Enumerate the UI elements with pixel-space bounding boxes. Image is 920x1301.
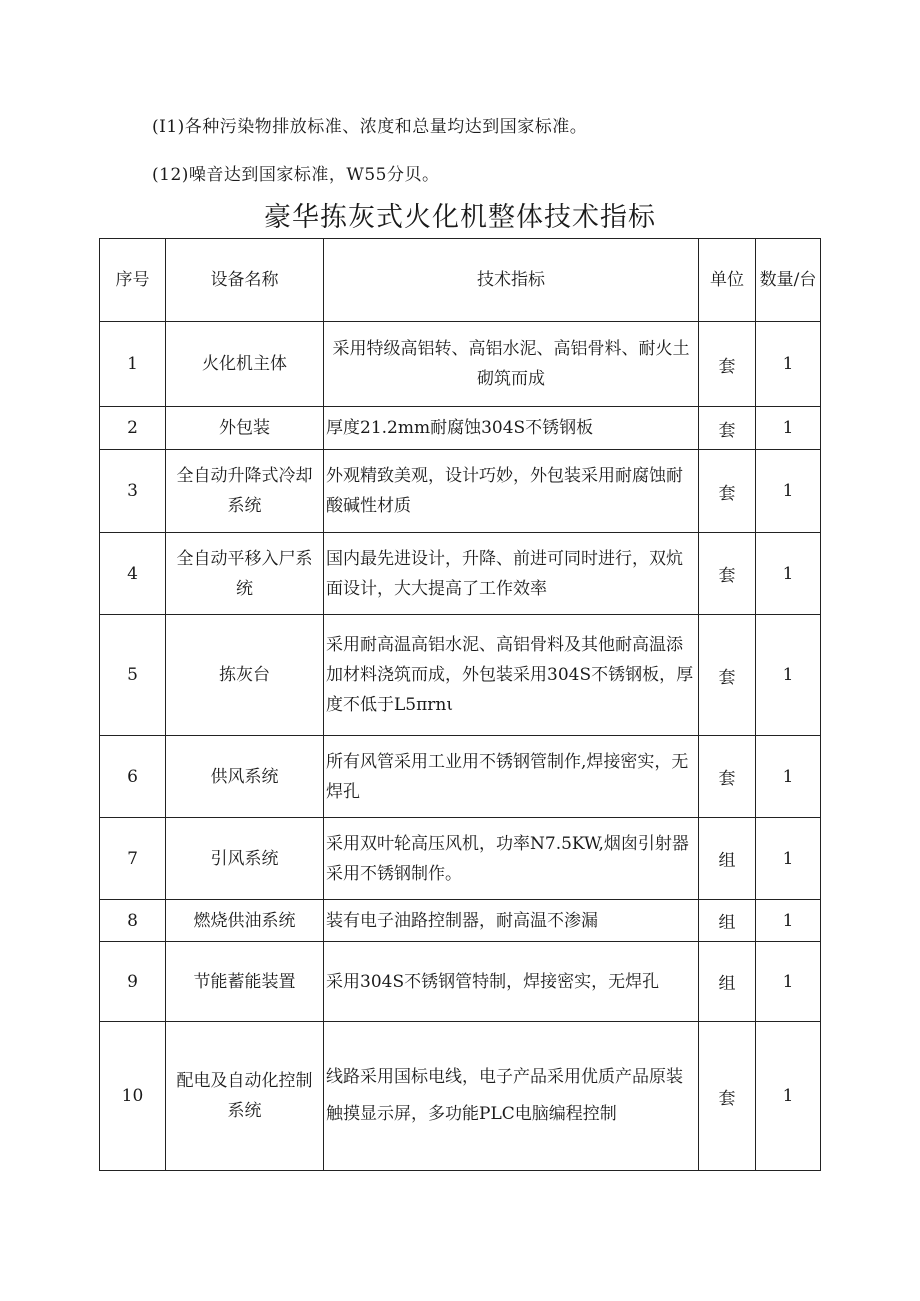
row-unit: 套 <box>699 533 756 615</box>
row-qty: 1 <box>756 818 821 900</box>
table-row <box>100 942 821 1022</box>
row-unit: 组 <box>699 818 756 900</box>
row-spec: 所有风管采用工业用不锈钢管制作,焊接密实，无焊孔 <box>324 736 699 818</box>
row-name: 全自动平移入尸系统 <box>166 533 324 615</box>
row-unit: 组 <box>699 900 756 942</box>
row-spec: 采用双叶轮高压风机，功率N7.5KW,烟囱引射器采用不锈钢制作。 <box>324 818 699 900</box>
row-name: 拣灰台 <box>166 615 324 736</box>
row-qty: 1 <box>756 407 821 450</box>
row-spec: 采用304S不锈钢管特制，焊接密实，无焊孔 <box>324 942 699 1022</box>
row-spec: 装有电子油路控制器，耐高温不渗漏 <box>324 900 699 942</box>
row-spec: 国内最先进设计，升降、前进可同时进行，双炕面设计，大大提高了工作效率 <box>324 533 699 615</box>
row-qty: 1 <box>756 900 821 942</box>
row-index: 10 <box>100 1022 166 1171</box>
table-row <box>100 322 821 407</box>
row-qty: 1 <box>756 322 821 407</box>
row-qty: 1 <box>756 615 821 736</box>
table-row <box>100 900 821 942</box>
row-unit: 套 <box>699 407 756 450</box>
row-name: 引风系统 <box>166 818 324 900</box>
row-index: 9 <box>100 942 166 1022</box>
table-row <box>100 1022 821 1171</box>
table-row <box>100 450 821 533</box>
row-spec: 厚度21.2mm耐腐蚀304S不锈钢板 <box>324 407 699 450</box>
row-index: 4 <box>100 533 166 615</box>
paragraph-11: (I1)各种污染物排放标准、浓度和总量均达到国家标准。 <box>152 117 588 137</box>
row-spec: 采用特级高铝转、高铝水泥、高铝骨料、耐火土砌筑而成 <box>324 322 699 407</box>
row-unit: 套 <box>699 615 756 736</box>
row-qty: 1 <box>756 942 821 1022</box>
row-name: 配电及自动化控制系统 <box>166 1022 324 1171</box>
table-row <box>100 407 821 450</box>
table-title: 豪华拣灰式火化机整体技术指标 <box>264 202 656 233</box>
header-spec: 技术指标 <box>324 239 699 322</box>
row-qty: 1 <box>756 1022 821 1171</box>
row-index: 3 <box>100 450 166 533</box>
row-qty: 1 <box>756 736 821 818</box>
row-name: 全自动升降式冷却系统 <box>166 450 324 533</box>
row-unit: 套 <box>699 1022 756 1171</box>
row-unit: 套 <box>699 322 756 407</box>
row-index: 6 <box>100 736 166 818</box>
row-unit: 套 <box>699 450 756 533</box>
row-qty: 1 <box>756 533 821 615</box>
row-index: 8 <box>100 900 166 942</box>
row-name: 节能蓄能装置 <box>166 942 324 1022</box>
row-spec: 线路采用国标电线，电子产品采用优质产品原装触摸显示屏，多功能PLC电脑编程控制 <box>324 1022 699 1171</box>
row-index: 2 <box>100 407 166 450</box>
row-name: 火化机主体 <box>166 322 324 407</box>
row-name: 供风系统 <box>166 736 324 818</box>
table-row <box>100 615 821 736</box>
row-index: 7 <box>100 818 166 900</box>
row-spec: 采用耐高温高铝水泥、高铝骨料及其他耐高温添加材料浇筑而成，外包装采用304S不锈钢板，厚度不低于L5πrnι <box>324 615 699 736</box>
row-name: 燃烧供油系统 <box>166 900 324 942</box>
row-name: 外包装 <box>166 407 324 450</box>
header-qty: 数量/台 <box>756 239 821 322</box>
header-name: 设备名称 <box>166 239 324 322</box>
header-unit: 单位 <box>699 239 756 322</box>
table-row <box>100 736 821 818</box>
row-spec: 外观精致美观，设计巧妙，外包装采用耐腐蚀耐酸碱性材质 <box>324 450 699 533</box>
paragraph-12: (12)噪音达到国家标准，W55分贝。 <box>152 165 440 185</box>
spec-table <box>99 238 821 1171</box>
row-unit: 套 <box>699 736 756 818</box>
table-row <box>100 818 821 900</box>
row-qty: 1 <box>756 450 821 533</box>
row-index: 5 <box>100 615 166 736</box>
row-index: 1 <box>100 322 166 407</box>
table-row <box>100 533 821 615</box>
header-index: 序号 <box>100 239 166 322</box>
row-unit: 组 <box>699 942 756 1022</box>
table-header-row <box>100 239 821 322</box>
